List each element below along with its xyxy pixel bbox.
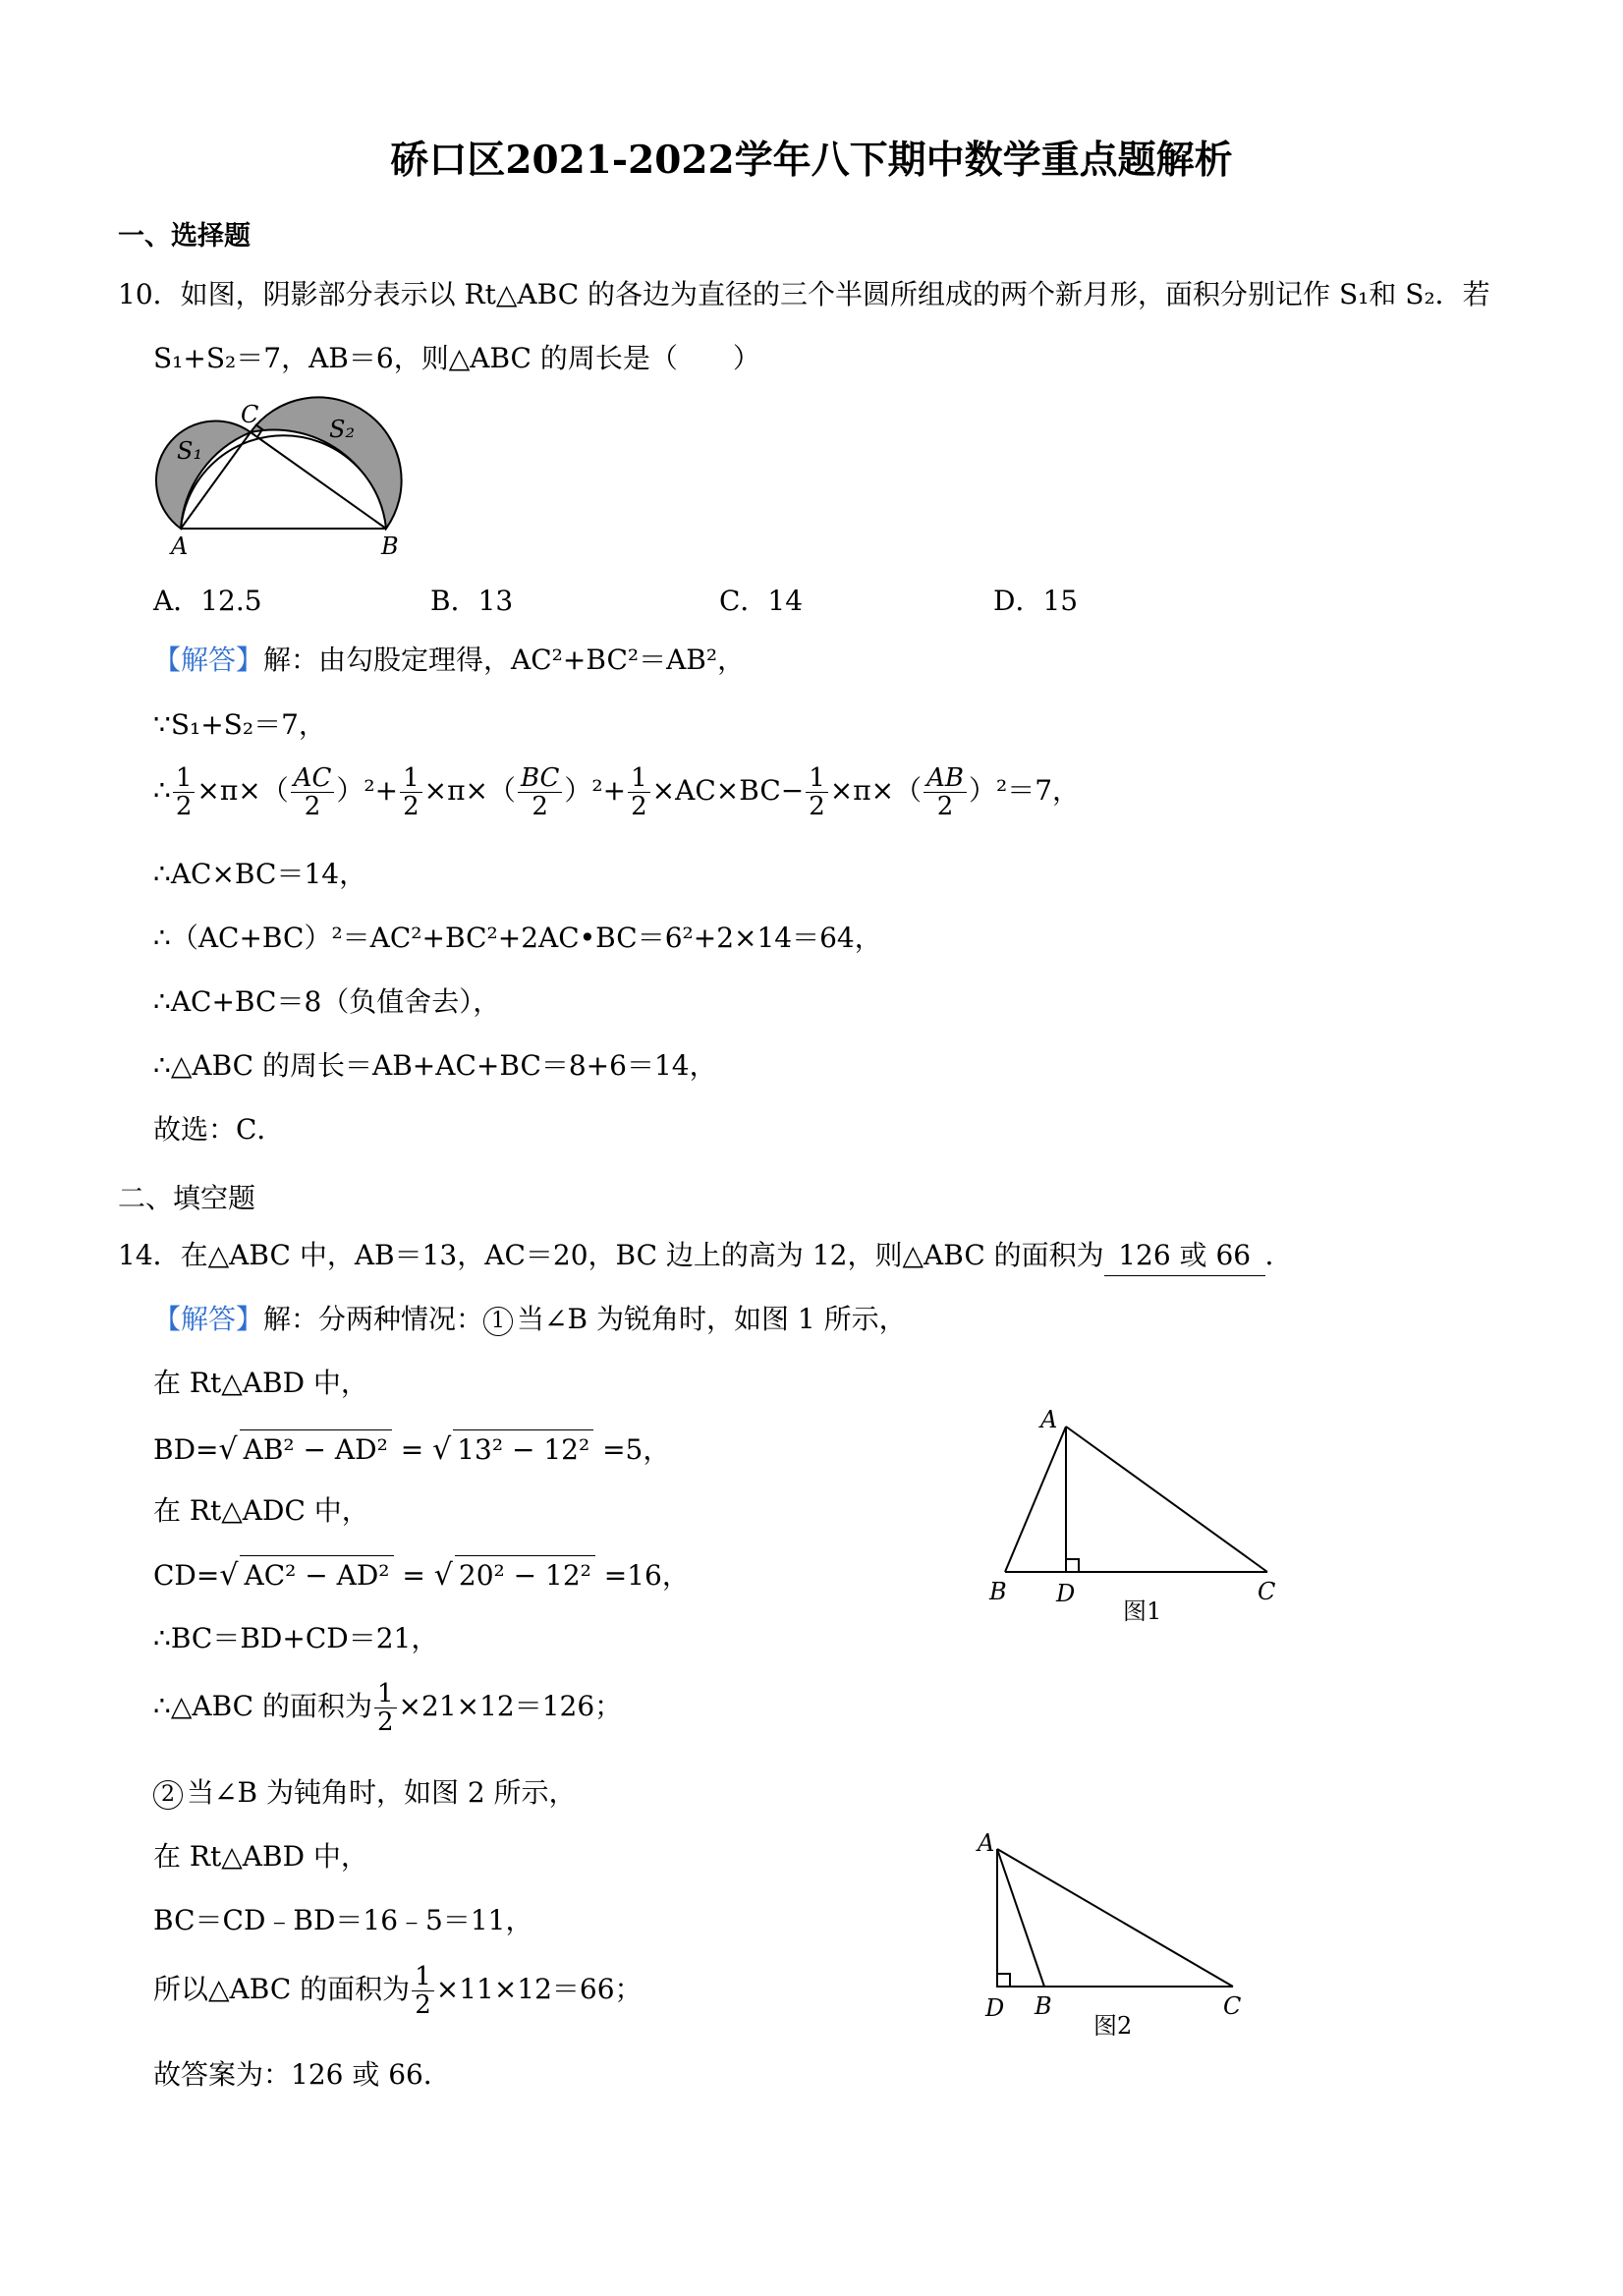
bd-radicand-values: 13² − 12²	[453, 1429, 593, 1470]
q10-stem-line2: S₁+S₂＝7，AB＝6，则△ABC 的周长是（ ）	[153, 342, 760, 374]
answer-blank: 126 或 66	[1104, 1236, 1265, 1276]
label-b: B	[381, 532, 399, 560]
label-b: B	[989, 1578, 1007, 1605]
segment-ab	[1005, 1427, 1066, 1572]
label-a: A	[171, 532, 189, 560]
segment-ac	[997, 1849, 1233, 1987]
formula-text: ×AC×BC−	[651, 774, 805, 807]
answer-tag: 【解答】	[153, 1303, 264, 1335]
case-intro: 解：分两种情况：	[263, 1303, 484, 1335]
fraction: $\frac{BC}{2}$	[518, 764, 562, 820]
label-a: A	[978, 1829, 995, 1857]
cd-formula: CD=√ AC² − AD² = √ 20² − 12² =16，	[153, 1555, 690, 1596]
q10-answer-line8: 故选：C．	[153, 1113, 285, 1146]
label-s1: S₁	[177, 437, 203, 465]
q10-stem-text: 如图，阴影部分表示以 Rt△ABC 的各边为直径的三个半圆所组成的两个新月形，面积分别记作 S₁和 S₂．若	[180, 278, 1490, 310]
equals-sign: =	[402, 1559, 425, 1592]
final-answer: 故答案为：126 或 66．	[153, 2058, 451, 2091]
area1-line	[153, 1680, 622, 1736]
figure-caption: 图1	[1123, 1597, 1162, 1625]
circled-number-1: 1	[483, 1307, 513, 1336]
section-heading-choice: 一、选择题	[118, 221, 251, 252]
q10-answer-line7: ∴△ABC 的周长＝AB+AC+BC＝8+6＝14，	[153, 1049, 717, 1082]
cd-result: =16，	[603, 1559, 690, 1592]
formula-text: ）²＝7，	[968, 774, 1081, 807]
q10-option-b: B．13	[430, 585, 514, 617]
area2-line	[153, 1963, 643, 2019]
area1-prefix: ∴△ABC 的面积为	[153, 1690, 372, 1722]
segment-ab	[997, 1849, 1044, 1987]
answer-text: 解：由勾股定理得，AC²+BC²＝AB²，	[263, 644, 746, 676]
formula-text: ）²+	[336, 774, 399, 807]
q14-rt-abd: 在 Rt△ABD 中，	[153, 1367, 368, 1399]
label-c: C	[1258, 1578, 1276, 1605]
q10-answer-line4: ∴AC×BC＝14，	[153, 858, 367, 890]
right-angle-mark	[997, 1974, 1010, 1987]
fraction: $\frac{1}{2}$	[400, 764, 422, 820]
q10-lune-figure	[147, 393, 413, 565]
fraction: $\frac{1}{2}$	[173, 764, 196, 820]
figure-caption: 图2	[1093, 2012, 1133, 2040]
formula-text: ）²+	[564, 774, 627, 807]
q14-stem	[118, 1236, 1293, 1276]
fraction: $\frac{1}{2}$	[806, 764, 828, 820]
fraction: $\frac{1}{2}$	[628, 764, 650, 820]
area2-prefix: 所以△ABC 的面积为	[153, 1973, 411, 2005]
bd-radicand: AB² − AD²	[240, 1429, 392, 1470]
fraction: $\frac{AC}{2}$	[291, 764, 335, 820]
cd-radicand: AC² − AD²	[240, 1555, 393, 1596]
q10-formula-line	[153, 764, 1080, 820]
q14-rt-adc: 在 Rt△ADC 中，	[153, 1494, 369, 1527]
segment-ac	[1066, 1427, 1267, 1572]
formula-text: ×π×（	[829, 774, 923, 807]
therefore-symbol: ∴	[153, 774, 171, 807]
section-heading-fill: 二、填空题	[118, 1182, 256, 1214]
q10-number: 10．	[118, 278, 181, 310]
q14-number: 14．	[118, 1239, 181, 1271]
label-s2: S₂	[329, 416, 356, 443]
stem-end: ．	[1264, 1239, 1293, 1271]
case2-text: 当∠B 为钝角时，如图 2 所示，	[187, 1776, 577, 1809]
bc-diff: BC＝CD﹣BD＝16﹣5＝11，	[153, 1904, 533, 1936]
q10-answer-line5: ∴（AC+BC）²＝AC²+BC²+2AC•BC＝6²+2×14＝64，	[153, 922, 882, 954]
formula-text: ×π×（	[423, 774, 516, 807]
bd-formula: BD=√ AB² − AD² = √ 13² − 12² =5，	[153, 1429, 670, 1470]
fraction: $\frac{AB}{2}$	[923, 764, 967, 820]
q14-answer-line1	[153, 1300, 907, 1339]
cd-radicand-values: 20² − 12²	[455, 1555, 595, 1596]
cd-lhs: CD=	[153, 1559, 220, 1592]
label-d: D	[1056, 1580, 1076, 1607]
answer-tag: 【解答】	[153, 644, 264, 676]
q10-option-d: D．15	[993, 585, 1079, 617]
formula-text: ×π×（	[196, 774, 289, 807]
label-a: A	[1040, 1406, 1058, 1433]
q10-answer-line6: ∴AC+BC＝8（负值舍去），	[153, 985, 501, 1018]
q10-option-c: C．14	[719, 585, 804, 617]
case1-text: 当∠B 为锐角时，如图 1 所示，	[517, 1303, 907, 1335]
bc-sum: ∴BC＝BD+CD＝21，	[153, 1622, 439, 1654]
figure-1	[978, 1405, 1292, 1631]
case2-line	[153, 1773, 577, 1813]
page-title: 硚口区2021-2022学年八下期中数学重点题解析	[390, 138, 1233, 183]
fraction-half: $\frac{1}{2}$	[374, 1680, 397, 1736]
figure-2	[968, 1827, 1272, 2044]
q10-answer-line2: ∵S₁+S₂＝7，	[153, 708, 326, 741]
equals-sign: =	[400, 1433, 424, 1466]
right-angle-mark	[1066, 1559, 1079, 1572]
fraction-half: $\frac{1}{2}$	[412, 1963, 434, 2019]
q10-option-a: A．12.5	[153, 585, 262, 617]
circled-number-2: 2	[153, 1780, 183, 1810]
bd-result: =5，	[602, 1433, 671, 1466]
q14-stem-text: 在△ABC 中，AB＝13，AC＝20，BC 边上的高为 12，则△ABC 的面积为	[180, 1239, 1104, 1271]
label-c: C	[1223, 1992, 1242, 2020]
q14-rt-abd2: 在 Rt△ABD 中，	[153, 1840, 368, 1873]
q10-answer-line1	[153, 641, 745, 680]
area1-result: ×21×12＝126；	[398, 1690, 623, 1722]
label-d: D	[985, 1994, 1005, 2022]
q10-stem-line1	[118, 275, 1490, 314]
label-c: C	[241, 401, 259, 428]
bd-lhs: BD=	[153, 1433, 219, 1466]
area2-result: ×11×12＝66；	[435, 1973, 643, 2005]
label-b: B	[1035, 1992, 1052, 2020]
